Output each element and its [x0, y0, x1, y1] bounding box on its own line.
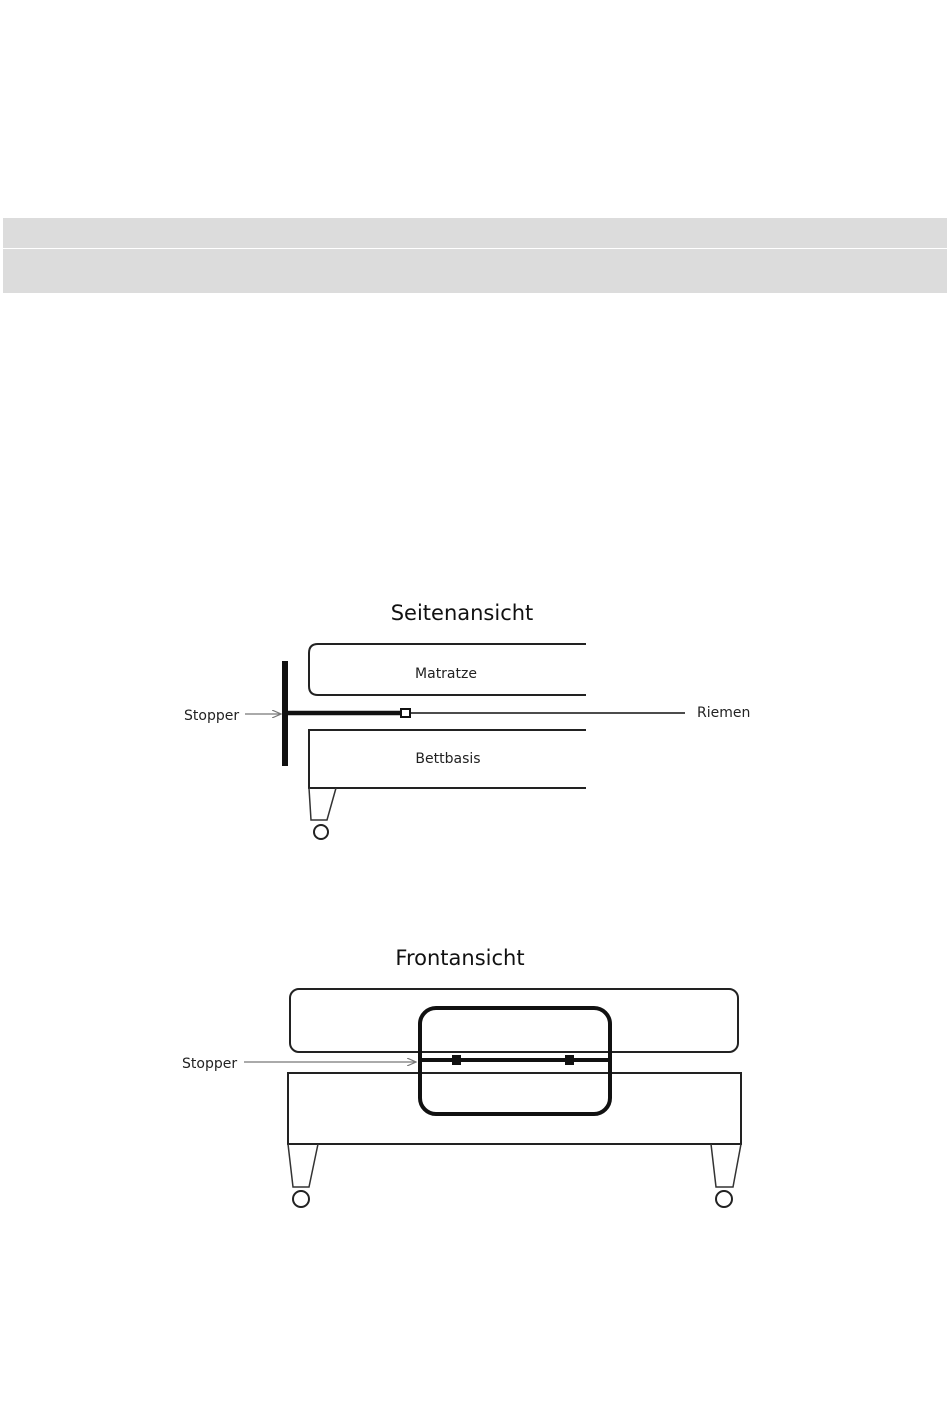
- front-view: [182, 946, 741, 1207]
- side-view-title: Seitenansicht: [390, 601, 534, 625]
- side-stopper-label: Stopper: [184, 708, 240, 724]
- side-caster-wheel: [314, 825, 328, 839]
- side-mattress-label: Matratze: [415, 666, 477, 682]
- side-strap-buckle: [401, 709, 410, 717]
- front-caster-wheel-right: [716, 1191, 732, 1207]
- front-caster-wheel-left: [293, 1191, 309, 1207]
- side-leg: [309, 788, 336, 839]
- front-mattress-outline: [290, 989, 738, 1052]
- front-stopper-label: Stopper: [182, 1056, 238, 1072]
- side-strap-label: Riemen: [697, 705, 751, 721]
- side-bed-base-label: Bettbasis: [415, 751, 481, 767]
- front-stopper-clip-right: [565, 1055, 574, 1065]
- front-bed-base-outline: [288, 1073, 741, 1144]
- front-leg-left: [288, 1144, 318, 1207]
- front-stopper-clip-left: [452, 1055, 461, 1065]
- side-view: [184, 601, 750, 839]
- front-leg-right: [711, 1144, 741, 1207]
- front-view-title: Frontansicht: [395, 946, 525, 970]
